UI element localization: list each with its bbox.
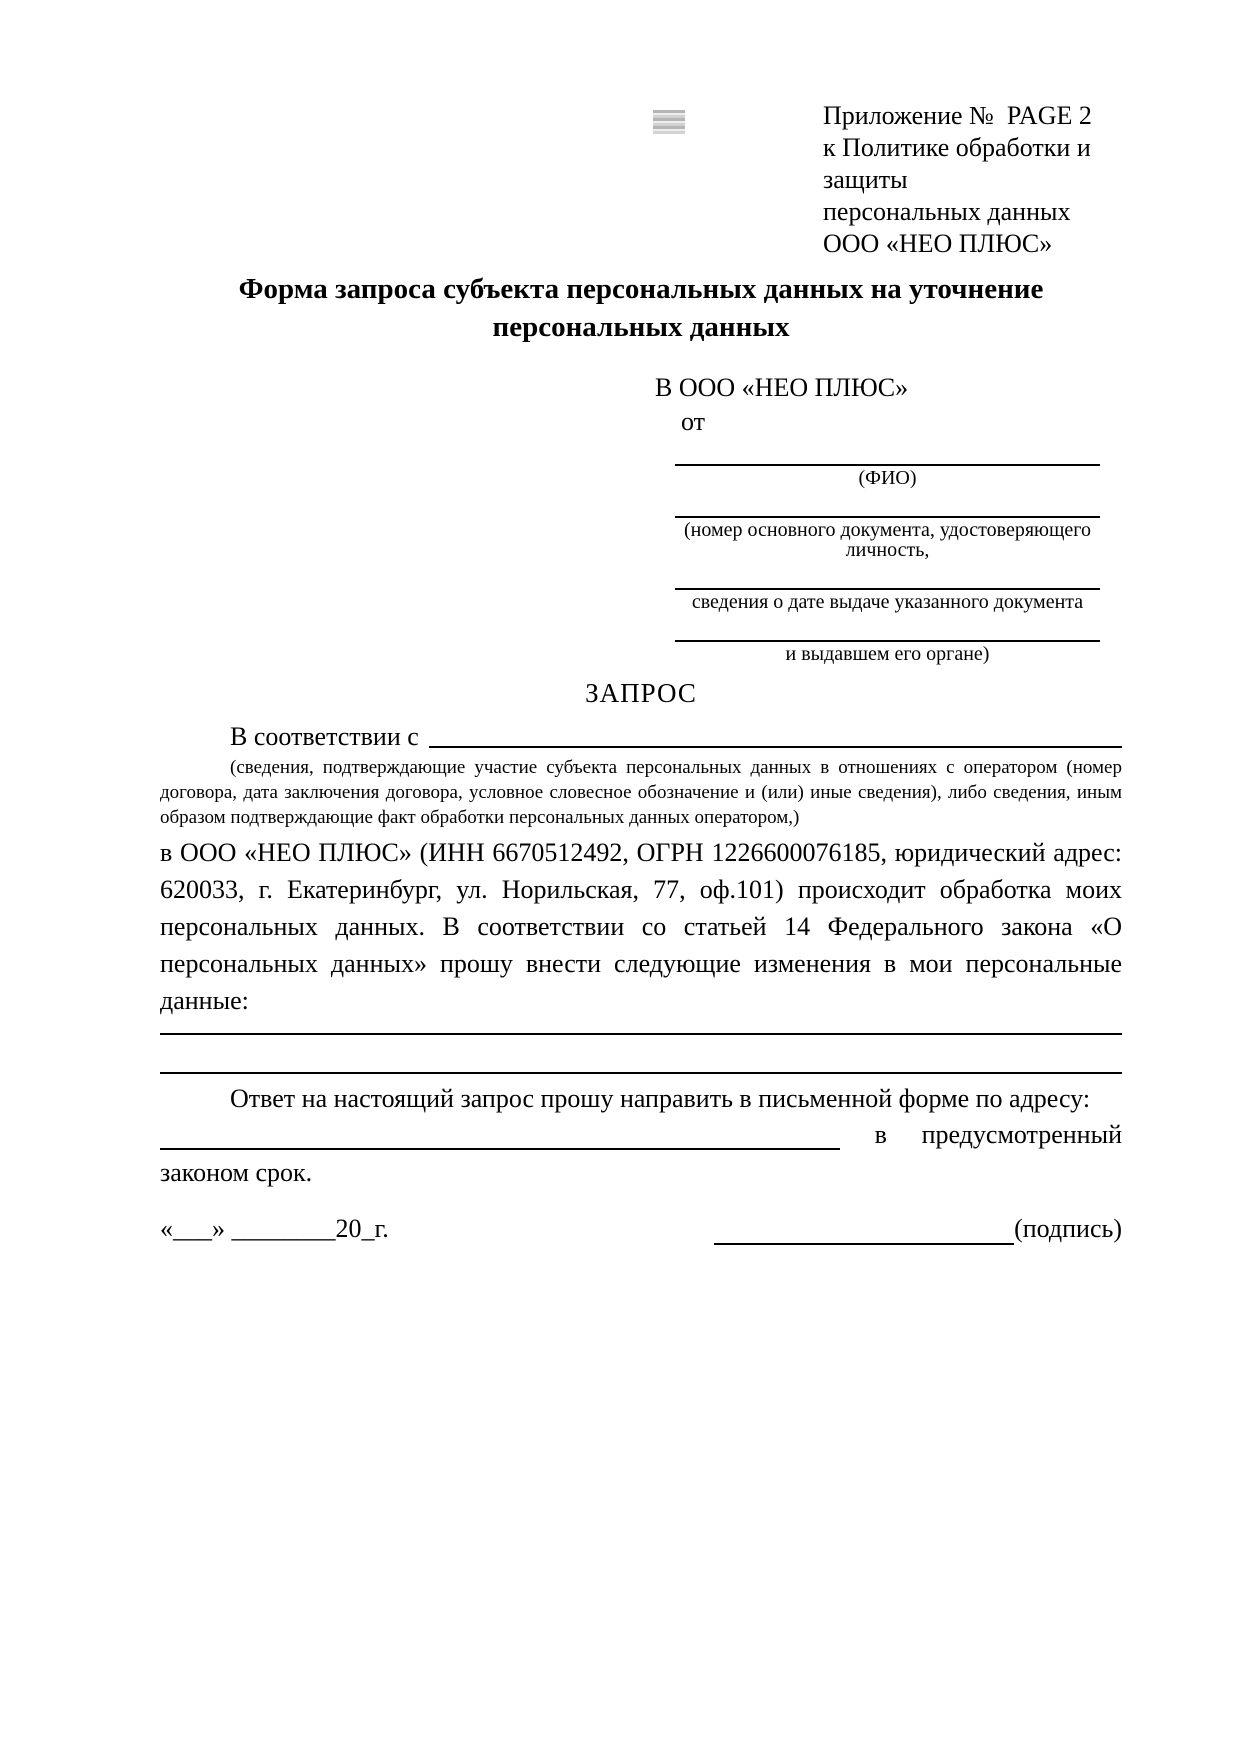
appendix-header-line-1: Приложение № PAGE 2 (823, 101, 1092, 130)
form-field-issuing-authority (675, 618, 1100, 664)
issue-date-input-line[interactable] (675, 566, 1100, 590)
signature-caption: (подпись) (1014, 1214, 1122, 1243)
basis-footnote: (сведения, подтверждающие участие субъекта персональных данных в отношениях с оператором (номер договора, дата заключения договора, условное словесное обозначение и (или) иные сведения), либо сведения, иным образом подтверждающие факт обработки персональных данных оператором,) (160, 757, 1122, 828)
addressee-from-label: от (681, 407, 706, 436)
reply-address-row (160, 1119, 1122, 1150)
basis-row (160, 720, 1122, 753)
form-field-fio (675, 442, 1100, 488)
reply-word-term: предусмотренный (921, 1120, 1122, 1149)
request-body-paragraph: в ООО «НЕО ПЛЮС» (ИНН 6670512492, ОГРН 1226600076185, юридический адрес: 620033, г. Екатеринбург, ул. Норильская, 77, оф.101) происходит обработка моих персональных данных. В соответствии со статьей 14 Федерального закона «О персональных данных» прошу внести следующие изменения в мои персональные данные: (160, 838, 1122, 1015)
basis-prefix-label: В соответствии с (230, 722, 419, 751)
request-heading: ЗАПРОС (585, 678, 697, 708)
appendix-header-line-2: к Политике обработки и защиты (823, 133, 1091, 194)
issue-date-caption: сведения о дате выдаче указанного документа (691, 591, 1084, 613)
issuing-authority-input-line[interactable] (675, 618, 1100, 642)
date-fill-in[interactable]: «___» ________20_г. (160, 1214, 389, 1243)
changes-input-line-1[interactable] (160, 1019, 1122, 1035)
issuing-authority-caption: и выдавшем его органе) (785, 643, 990, 665)
basis-input-line[interactable] (429, 720, 1122, 748)
form-field-issue-date (675, 566, 1100, 612)
reply-word-in: в (874, 1120, 887, 1149)
appendix-header-line-3: персональных данных (823, 197, 1071, 226)
addressee-block (655, 372, 1122, 664)
document-content (160, 100, 1122, 1245)
appendix-header (823, 100, 1122, 260)
address-input-line[interactable] (160, 1122, 840, 1150)
document-number-caption: (номер основного документа, удостоверяющего личность, (684, 519, 1091, 561)
signature-group (714, 1213, 1122, 1245)
addressee-organization: В ООО «НЕО ПЛЮС» (655, 373, 909, 402)
form-field-document-number (675, 494, 1100, 560)
document-number-input-line[interactable] (675, 494, 1100, 518)
appendix-header-line-4: ООО «НЕО ПЛЮС» (823, 229, 1053, 258)
reply-instruction-text: Ответ на настоящий запрос прошу направить в письменной форме по адресу: (230, 1084, 1091, 1113)
document-title: Форма запроса субъекта персональных данных на уточнение персональных данных (238, 273, 1044, 343)
fio-input-line[interactable] (675, 442, 1100, 466)
signature-row (160, 1213, 1122, 1245)
fio-caption: (ФИО) (858, 467, 917, 489)
changes-input-line-2[interactable] (160, 1035, 1122, 1074)
signature-input-line[interactable] (714, 1217, 1014, 1245)
reply-tail-text: законом срок. (160, 1158, 313, 1187)
